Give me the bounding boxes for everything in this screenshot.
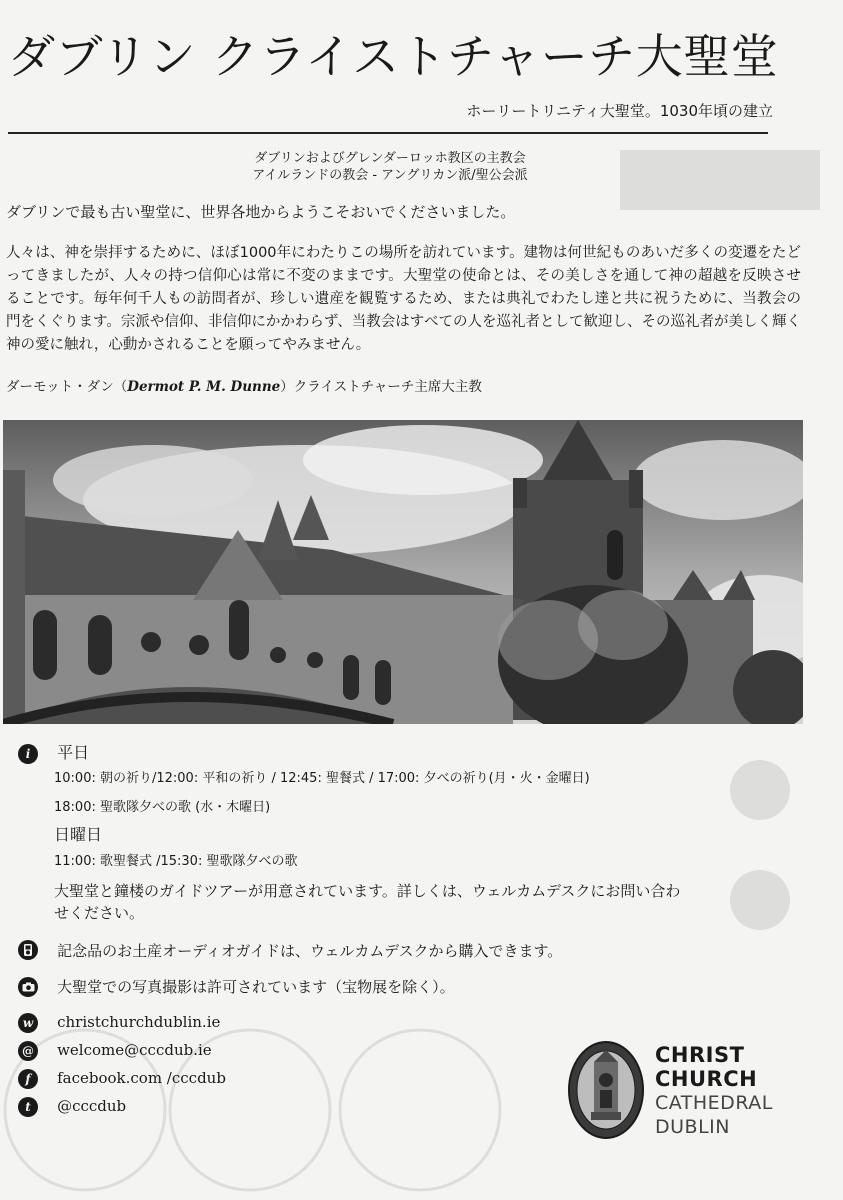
- weekday-schedule-line-2: 18:00: 聖歌隊夕べの歌 (水・木曜日): [54, 800, 271, 815]
- facebook-icon: f: [18, 1069, 38, 1089]
- intro-paragraph: 人々は、神を崇拝するために、ほぼ1000年にわたりこの場所を訪れています。建物は何世紀ものあいだ多くの変遷をたどってきましたが、人々の持つ信仰心は常に不変のままです。大聖堂の使命とは、その美しさを通して神の超越を反映させることです。毎年何千人もの訪問者が、珍しい遺産を観覧するため、または典礼でわたし達と共に祝うために、当教会の門をくぐります。宗派や信仰、非信仰にかかわらず、当教会はすべての人を巡礼者として歓迎し、その巡礼者が美しく輝く神の愛に触れ，心動かされることを願ってやみません。: [6, 245, 801, 353]
- sunday-schedule-line-1: 11:00: 歌聖餐式 /15:30: 聖歌隊夕べの歌: [54, 854, 298, 869]
- weekday-schedule-line-1: 10:00: 朝の祈り/12:00: 平和の祈り / 12:45: 聖餐式 / 17:00: 夕べの祈り(月・火・金曜日): [54, 771, 590, 786]
- twitter-handle[interactable]: @cccdub: [57, 1097, 127, 1115]
- signature: [6, 375, 482, 395]
- logo-line-2: CHURCH: [655, 1067, 758, 1091]
- logo-line-3: CATHEDRAL: [655, 1092, 773, 1114]
- facebook-link[interactable]: facebook.com /cccdub: [57, 1069, 226, 1087]
- website-link[interactable]: christchurchdublin.ie: [57, 1013, 221, 1031]
- diocese-line-2: アイルランドの教会 - アングリカン派/聖公会派: [252, 168, 528, 183]
- photography-row: [18, 976, 455, 998]
- website-row[interactable]: [18, 1012, 220, 1033]
- audio-guide-row: [18, 940, 562, 962]
- guided-tour-line-2: せください。: [54, 904, 145, 922]
- email-row[interactable]: [18, 1040, 212, 1061]
- signature-prefix: ダーモット・ダン（: [6, 379, 128, 395]
- weekday-heading-row: [18, 740, 89, 764]
- sunday-heading: 日曜日: [54, 825, 103, 844]
- website-icon: w: [18, 1013, 38, 1033]
- info-icon: i: [18, 744, 38, 764]
- diocese-line-1: ダブリンおよびグレンダーロッホ教区の主教会: [254, 151, 526, 166]
- welcome-text: ダブリンで最も古い聖堂に、世界各地からようこそおいでくださいました。: [6, 203, 516, 221]
- logo-line-4: DUBLIN: [655, 1116, 730, 1138]
- photography-text: 大聖堂での写真撮影は許可されています（宝物展を除く）。: [57, 978, 455, 996]
- signature-name-en: Dermot P. M. Dunne: [127, 379, 281, 395]
- guided-tour-line-1: 大聖堂と鐘楼のガイドツアーが用意されています。詳しくは、ウェルカムデスクにお問い合わ: [54, 882, 681, 900]
- weekday-heading: 平日: [57, 743, 90, 762]
- cathedral-seal-icon: [567, 1040, 645, 1140]
- signature-suffix: ）クライストチャーチ主席大主教: [280, 379, 482, 395]
- page-title: ダブリン クライストチャーチ大聖堂: [8, 30, 779, 85]
- page-subtitle: ホーリートリニティ大聖堂。1030年頃の建立: [466, 102, 773, 120]
- email-link[interactable]: welcome@cccdub.ie: [57, 1041, 212, 1059]
- cathedral-logo-text: [655, 1043, 773, 1139]
- twitter-icon: t: [18, 1097, 38, 1117]
- camera-icon: [18, 977, 38, 997]
- logo-line-1: CHRIST: [655, 1043, 745, 1067]
- title-divider: [8, 132, 768, 134]
- diocese-info: [0, 150, 780, 184]
- facebook-row[interactable]: [18, 1068, 226, 1089]
- audio-player-icon: [18, 940, 38, 960]
- audio-guide-text: 記念品のお土産オーディオガイドは、ウェルカムデスクから購入できます。: [57, 942, 563, 960]
- email-icon: @: [18, 1041, 38, 1061]
- twitter-row[interactable]: [18, 1096, 126, 1117]
- cathedral-photo: [3, 420, 803, 724]
